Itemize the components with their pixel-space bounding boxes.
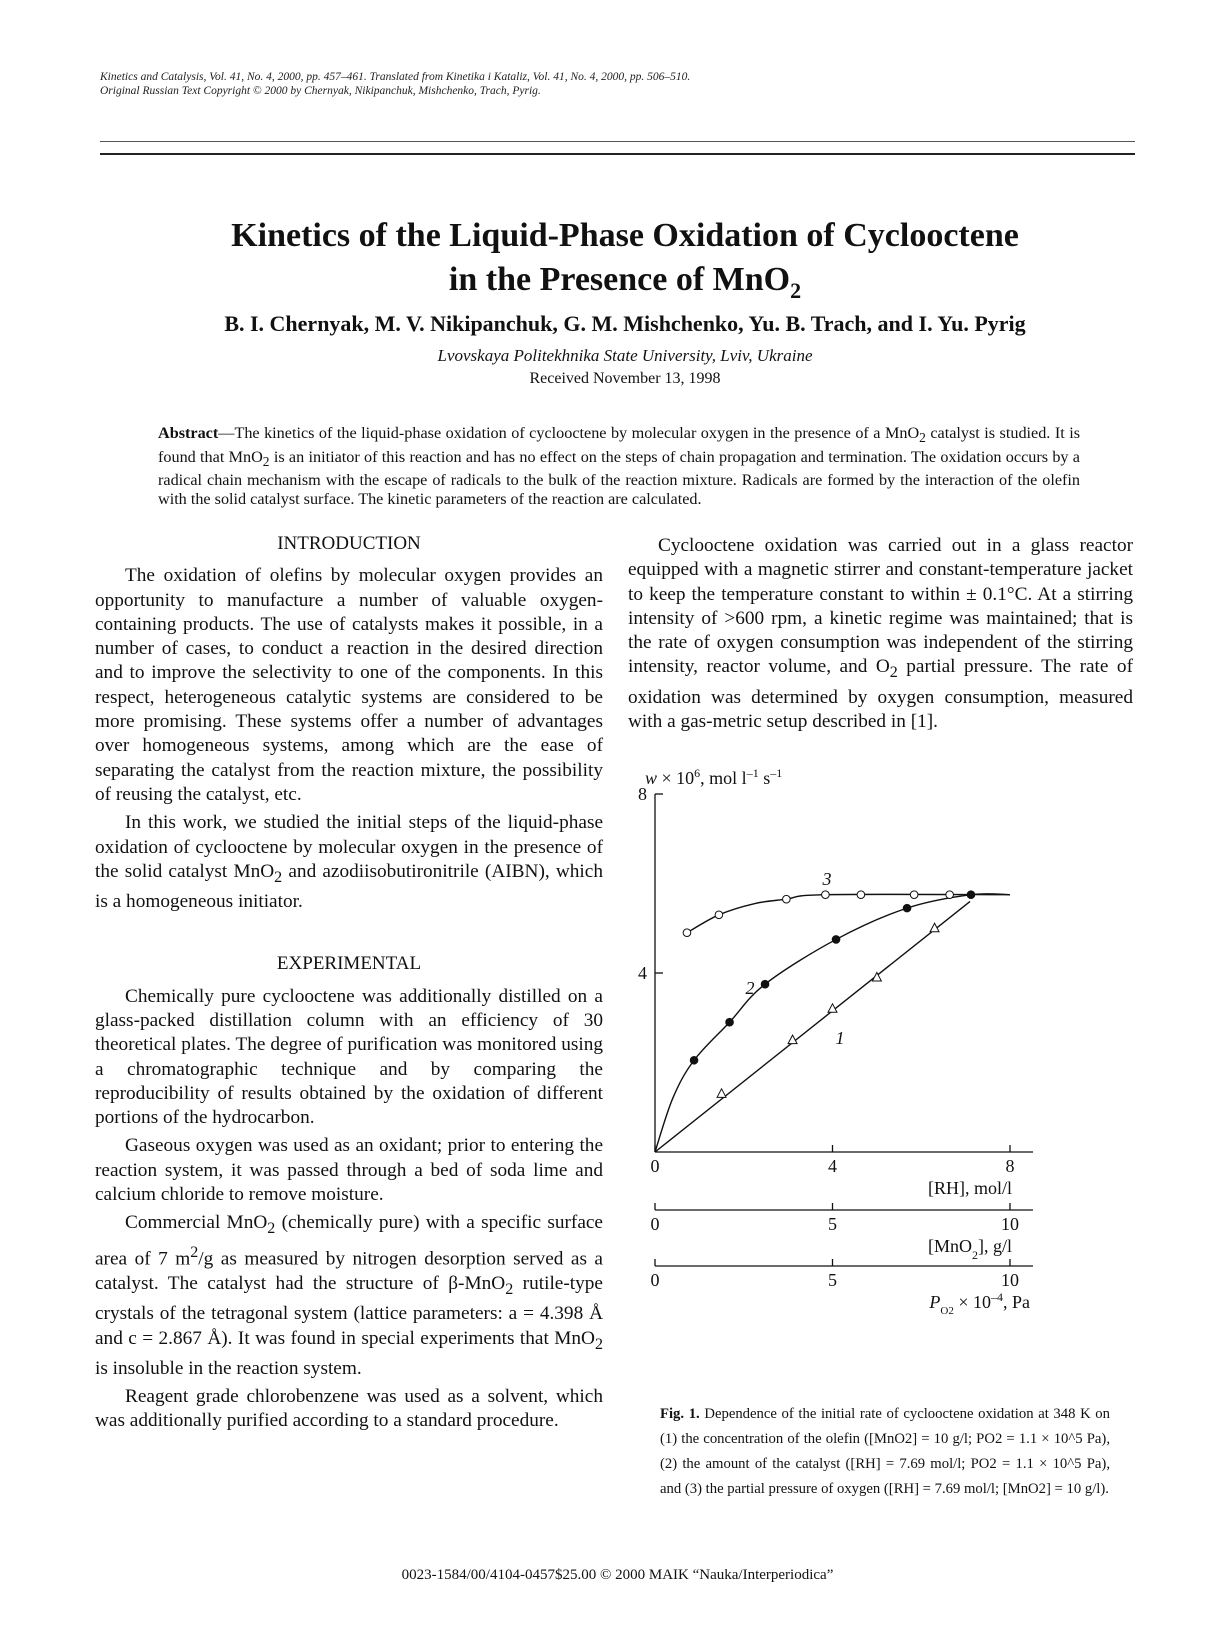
series-3-point — [715, 911, 723, 919]
left-column — [95, 532, 603, 1438]
figure-caption — [660, 1402, 1110, 1502]
abstract: Abstract—The kinetics of the liquid-phase oxidation of cyclooctene by molecular oxygen in the presence of a MnO$_2$ catalyst is studied. It is found that MnO$_2$ is an initiator of this reaction and has no effect on the steps of chain propagation and termination. The oxidation occurs by a radical chain mechanism with the escape of radicals to the bulk of the reaction mixture. Radicals are formed by the interaction of the olefin with the solid catalyst surface. The kinetic parameters of the reaction are calculated. — [158, 424, 1080, 508]
x-axis-1-tick-label-8: 8 — [1005, 1156, 1015, 1176]
series-3-line — [687, 894, 1010, 932]
intro-paragraph-1: The oxidation of olefins by molecular oxygen provides an opportunity to manufacture a number of valuable oxygen-containing products. The use of catalysts makes it possible, in a number of cases, to conduct a reaction in the desired direction and to improve the selectivity to one of the components. In this respect, heterogeneous catalytic systems are considered to be more promising. These systems offer a number of advantages over homogeneous systems, among which are the ease of separating the catalyst from the reaction mixture, the possibility of reusing the catalyst, etc. — [95, 565, 603, 805]
series-3-point — [822, 891, 830, 899]
series-2-label: 2 — [745, 978, 755, 998]
title-line-1: Kinetics of the Liquid-Phase Oxidation of Cyclooctene — [231, 217, 1019, 254]
paper-title — [120, 214, 1130, 313]
affiliation: Lvovskaya Politekhnika State University, Lviv, Ukraine — [437, 346, 813, 365]
series-3-point — [857, 891, 865, 899]
x-axis-2-label: [MnO$_2$], g/l — [928, 1236, 1012, 1262]
right-paragraph-1: Cyclooctene oxidation was carried out in a glass reactor equipped with a magnetic stirrer and constant-temperature jacket to keep the temperature constant to within ± 0.1°C. At a stirring intensity of >600 rpm, a kinetic regime was maintained; that is the rate of oxygen consumption was independent of the stirring intensity, reactor volume, and $O_2$ partial pressure. The rate of oxidation was determined by oxygen consumption, measured with a gas-metric setup described in [1]. — [628, 535, 1133, 732]
right-column — [628, 534, 1133, 738]
figure-1 — [630, 766, 1135, 1394]
experimental-paragraph-3: Commercial MnO$_2$ (chemically pure) with a specific surface area of 7 $m^2/g$ as measured by nitrogen desorption served as a catalyst. The catalyst had the structure of β-MnO$_2$ rutile-type crystals of the tetragonal system (lattice parameters: a = 4.398 Å and c = 2.867 Å). It was found in special experiments that MnO$_2$ is insoluble in the reaction system. — [95, 1212, 603, 1379]
series-3-point — [783, 895, 791, 903]
x-axis-3-tick-label-0: 0 — [650, 1270, 660, 1290]
intro-paragraph-2: In this work, we studied the initial steps of the liquid-phase oxidation of cyclooctene by molecular oxygen in the presence of the solid catalyst MnO$_2$ and azodiisobutironitrile (AIBN), which is a homogeneous initiator. — [95, 812, 603, 913]
series-1-point — [717, 1089, 726, 1098]
caption-label: Fig. 1. — [660, 1406, 700, 1422]
series-3-label: 3 — [822, 869, 832, 889]
x-axis-2-tick-label-0: 0 — [650, 1214, 660, 1234]
journal-header — [100, 70, 1100, 98]
received-date: Received November 13, 1998 — [529, 370, 721, 387]
authors: B. I. Chernyak, M. V. Nikipanchuk, G. M. Mishchenko, Yu. B. Trach, and I. Yu. Pyrig — [224, 311, 1026, 336]
experimental-paragraph-4: Reagent grade chlorobenzene was used as a solvent, which was additionally purified according to a standard procedure. — [95, 1386, 603, 1432]
series-3-point — [910, 891, 918, 899]
experimental-heading: EXPERIMENTAL — [276, 953, 422, 975]
experimental-paragraph-2: Gaseous oxygen was used as an oxidant; prior to entering the reaction system, it was passed through a bed of soda lime and calcium chloride to remove moisture. — [95, 1135, 603, 1205]
caption-text: Dependence of the initial rate of cyclooctene oxidation at 348 K on (1) the concentration of the olefin ([MnO2] = 10 g/l; PO2 = 1.1 × 10^5 Pa), (2) the amount of the catalyst ([RH] = 7.69 mol/l; PO2 = 1.1 × 10^5 Pa), and (3) the partial pressure of oxygen ([RH] = 7.69 mol/l; [MnO2] = 10 g/l). — [660, 1406, 1110, 1497]
series-1-line — [655, 901, 970, 1152]
title-line-2: in the Presence of MnO$_2$ — [448, 261, 802, 303]
y-tick-label-8: 8 — [638, 784, 647, 804]
header-rule-thin — [100, 141, 1135, 142]
x-axis-1-label: [RH], mol/l — [928, 1178, 1012, 1198]
series-2-line — [655, 894, 1010, 1152]
y-axis-label: $w \times 10^6$, mol $l^{-1}$ $s^{-1}$ — [645, 766, 783, 788]
x-axis-2-tick-label-5: 5 — [828, 1214, 837, 1234]
footer-copyright: 0023-1584/00/4104-0457$25.00 © 2000 MAIK “Nauka/Interperiodica” — [401, 1567, 834, 1583]
x-axis-1-tick-label-0: 0 — [650, 1156, 660, 1176]
series-1-label: 1 — [835, 1028, 845, 1048]
rate-chart — [630, 766, 1135, 1394]
x-axis-2-tick-label-10: 10 — [1001, 1214, 1019, 1234]
header-line-1: Kinetics and Catalysis, Vol. 41, No. 4, 2000, pp. 457–461. Translated from Kinetika i Kataliz, Vol. 41, No. 4, 2000, pp. 506–510. — [100, 71, 691, 83]
header-line-2: Original Russian Text Copyright © 2000 by Chernyak, Nikipanchuk, Mishchenko, Trach, Pyrig. — [100, 85, 541, 97]
x-axis-3-tick-label-5: 5 — [828, 1270, 837, 1290]
x-axis-3-tick-label-10: 10 — [1001, 1270, 1019, 1290]
intro-heading: INTRODUCTION — [277, 533, 421, 554]
series-2-point — [726, 1018, 734, 1026]
series-2-point — [903, 904, 911, 912]
abstract-label: Abstract — [158, 424, 219, 442]
x-axis-3-label: $P_{O2} \times 10^{-4}$, Pa — [929, 1290, 1030, 1317]
series-2-point — [832, 936, 840, 944]
y-tick-label-4: 4 — [638, 963, 647, 983]
series-2-point — [690, 1056, 698, 1064]
header-rule-thick — [100, 153, 1135, 155]
experimental-paragraph-1: Chemically pure cyclooctene was additionally distilled on a glass-packed distillation column with an efficiency of 30 theoretical plates. The degree of purification was monitored using a chromatographic technique and by comparing the reproducibility of results obtained by the oxidation of different portions of the hydrocarbon. — [95, 985, 603, 1129]
series-3-point — [683, 929, 691, 937]
series-3-point — [946, 891, 954, 899]
series-2-point — [761, 980, 769, 988]
x-axis-1-tick-label-4: 4 — [828, 1156, 837, 1176]
